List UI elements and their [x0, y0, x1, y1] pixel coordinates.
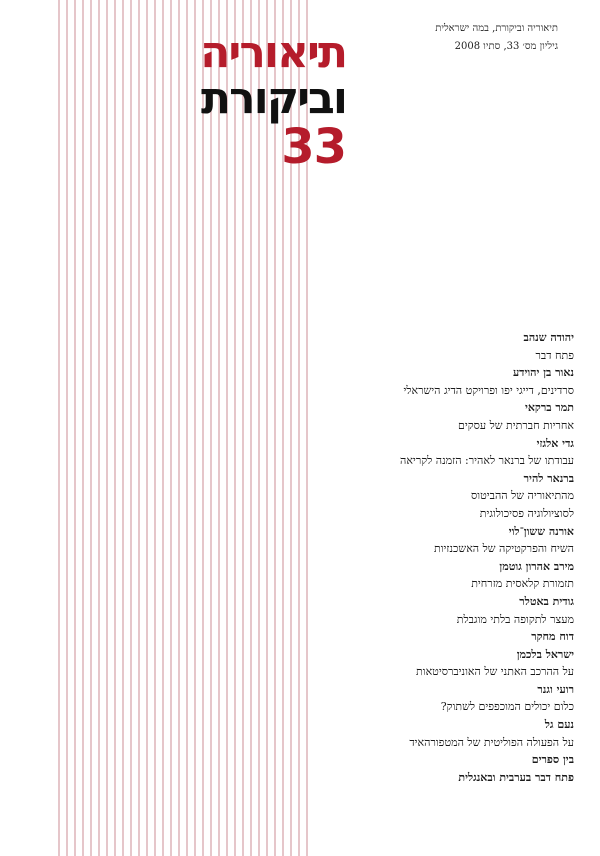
toc-author: גודית באטלר	[519, 594, 574, 608]
toc-author: תמר ברקאי	[524, 401, 574, 415]
toc-article-title: פתח דבר	[535, 348, 574, 362]
toc-author: ברנאר להיר	[523, 471, 574, 485]
toc-author: פתח דבר בערבית ובאנגלית	[458, 770, 574, 784]
toc-article-title: כלום יכולים המוכפפים לשתוק?	[440, 700, 574, 714]
toc-author: אורנה ששון־לוי	[508, 524, 574, 538]
toc-author: רועי וגנר	[537, 682, 574, 696]
issue-line: גיליון מס׳ 33, סתיו 2008	[454, 41, 558, 52]
toc-author: מירב אהרון גוטמן	[499, 559, 574, 573]
table-of-contents	[318, 329, 574, 786]
toc-article-title: על הפעולה הפוליטית של המטפורהאיד	[409, 735, 574, 749]
toc-article-title: על ההרכב האתני של האוניברסיטאות	[416, 665, 574, 679]
issue-number: 33	[281, 119, 346, 175]
title-word-theory: תיאוריה	[200, 27, 346, 78]
toc-author: נעם גל	[544, 718, 574, 732]
masthead	[360, 20, 558, 56]
toc-author: יהודה שנהב	[523, 331, 574, 344]
toc-author: בין ספרים	[531, 753, 574, 767]
cover-title	[200, 27, 346, 175]
toc-article-title: מעצר לתקופה בלתי מוגבלת	[456, 612, 574, 626]
toc-article-title: מהתיאוריה של ההביטוס	[471, 489, 574, 503]
title-word-criticism: וביקורת	[201, 73, 346, 124]
toc-article-title: תזמורת קלאסית מזרחית	[471, 577, 574, 591]
toc-author: גדי אלגזי	[536, 436, 574, 450]
toc-article-title: השיח והפרקטיקה של האשכנזיות	[433, 542, 574, 556]
toc-author: ישראל בלכמן	[516, 647, 574, 661]
journal-line: תיאוריה וביקורת, במה ישראלית	[435, 23, 558, 34]
toc-article-title: לסוציולוגיה פסיכולוגית	[479, 506, 574, 520]
toc-article-title: אחריות חברתית של עסקים	[458, 418, 574, 432]
toc-article-title: סרדינים, דייגי יפו ופרויקט הדיג הישראלי	[403, 383, 574, 397]
toc-article-title: עבודתו של ברנאר לאהיר: הזמנה לקריאה	[400, 454, 574, 468]
toc-author: דוח מחקר	[531, 630, 574, 644]
toc-author: נאור בן יהוידע	[512, 366, 574, 380]
